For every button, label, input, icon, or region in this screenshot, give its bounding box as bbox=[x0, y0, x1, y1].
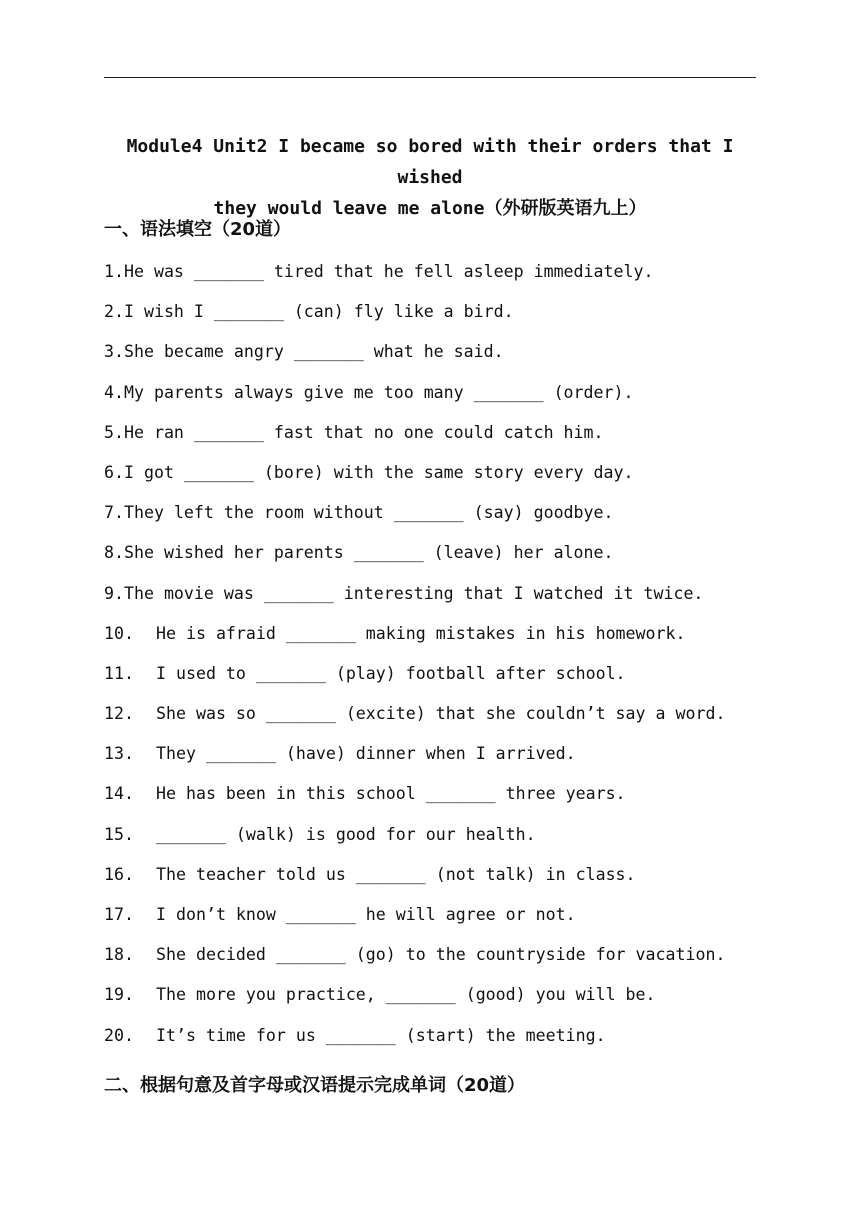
question-list bbox=[104, 258, 784, 1062]
question-text: They left the room without _______ (say) goodbye. bbox=[123, 503, 614, 523]
question-item bbox=[104, 700, 784, 740]
question-text: She became angry _______ what he said. bbox=[123, 342, 504, 362]
question-item bbox=[104, 258, 784, 298]
question-number: 5. bbox=[104, 422, 124, 442]
question-number: 15. bbox=[104, 824, 134, 844]
question-text: I wish I _______ (can) fly like a bird. bbox=[123, 302, 514, 322]
question-number: 3. bbox=[104, 342, 124, 362]
question-item bbox=[104, 298, 784, 338]
section-1-heading: 一、语法填空（20道） bbox=[104, 219, 292, 240]
question-item bbox=[104, 580, 784, 620]
question-text: He is afraid _______ making mistakes in his homework. bbox=[156, 623, 686, 643]
question-text: The teacher told us _______ (not talk) in class. bbox=[156, 864, 636, 884]
question-text: They _______ (have) dinner when I arrived. bbox=[156, 744, 576, 764]
question-item bbox=[104, 740, 784, 780]
question-item bbox=[104, 459, 784, 499]
question-text: He has been in this school _______ three years. bbox=[156, 784, 626, 804]
question-text: He was _______ tired that he fell asleep immediately. bbox=[123, 262, 654, 281]
question-number: 12. bbox=[104, 704, 134, 724]
section-2-heading: 二、根据句意及首字母或汉语提示完成单词（20道） bbox=[104, 1075, 526, 1096]
question-number: 19. bbox=[104, 985, 134, 1005]
question-number: 1. bbox=[104, 262, 124, 281]
question-item bbox=[104, 539, 784, 579]
question-number: 13. bbox=[104, 744, 134, 764]
question-text: It’s time for us _______ (start) the meeting. bbox=[156, 1025, 606, 1045]
question-text: She wished her parents _______ (leave) her alone. bbox=[123, 543, 614, 563]
header-rule bbox=[104, 77, 756, 78]
question-item bbox=[104, 379, 784, 419]
question-item bbox=[104, 861, 784, 901]
question-number: 7. bbox=[104, 503, 124, 523]
question-item bbox=[104, 620, 784, 660]
title-line-2: they would leave me alone（外研版英语九上） bbox=[213, 198, 647, 219]
question-text: I got _______ (bore) with the same story every day. bbox=[123, 462, 634, 482]
document-title bbox=[100, 131, 760, 224]
question-text: I don’t know _______ he will agree or not. bbox=[156, 905, 576, 924]
question-text: He ran _______ fast that no one could catch him. bbox=[123, 422, 604, 442]
question-item bbox=[104, 338, 784, 378]
question-item bbox=[104, 499, 784, 539]
question-number: 2. bbox=[104, 302, 124, 322]
question-number: 9. bbox=[104, 583, 124, 603]
question-text: The more you practice, _______ (good) you will be. bbox=[156, 985, 656, 1005]
question-number: 10. bbox=[104, 623, 134, 643]
question-text: The movie was _______ interesting that I watched it twice. bbox=[123, 583, 704, 603]
question-text: _______ (walk) is good for our health. bbox=[156, 824, 536, 844]
question-number: 6. bbox=[104, 462, 124, 482]
question-item bbox=[104, 821, 784, 861]
question-text: My parents always give me too many _______ (order). bbox=[123, 382, 634, 402]
question-number: 8. bbox=[104, 543, 124, 563]
question-number: 16. bbox=[104, 864, 134, 884]
question-number: 18. bbox=[104, 945, 134, 965]
question-text: She decided _______ (go) to the countryside for vacation. bbox=[156, 945, 726, 965]
question-text: She was so _______ (excite) that she couldn’t say a word. bbox=[156, 704, 726, 724]
question-number: 11. bbox=[104, 663, 134, 683]
question-item bbox=[104, 901, 784, 941]
question-item bbox=[104, 660, 784, 700]
question-item bbox=[104, 1022, 784, 1062]
question-item bbox=[104, 780, 784, 820]
question-item bbox=[104, 981, 784, 1021]
question-number: 17. bbox=[104, 905, 134, 924]
title-line-1: Module4 Unit2 I became so bored with their orders that I wished bbox=[126, 136, 734, 188]
question-item bbox=[104, 419, 784, 459]
question-text: I used to _______ (play) football after school. bbox=[156, 663, 626, 683]
question-number: 20. bbox=[104, 1025, 134, 1045]
question-number: 14. bbox=[104, 784, 134, 804]
question-number: 4. bbox=[104, 382, 124, 402]
question-item bbox=[104, 941, 784, 981]
